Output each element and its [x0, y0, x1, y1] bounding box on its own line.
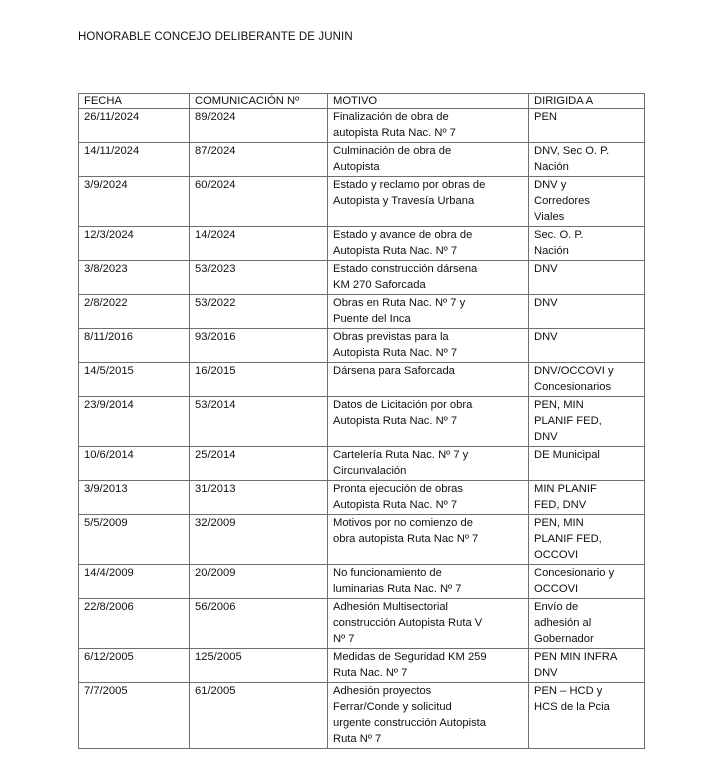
table-row — [79, 599, 645, 649]
table-row — [79, 649, 645, 683]
cell-comunicacion-text: 32/2009 — [195, 517, 236, 529]
cell-comunicacion-text: 89/2024 — [195, 111, 236, 123]
cell-comunicacion-text: 56/2006 — [195, 601, 236, 613]
cell-comunicacion — [190, 481, 328, 515]
cell-motivo-text: Pronta ejecución de obras Autopista Ruta Nac. Nº 7 — [333, 483, 463, 511]
cell-motivo-text: Culminación de obra de Autopista — [333, 145, 452, 173]
cell-motivo — [328, 397, 529, 447]
cell-comunicacion — [190, 397, 328, 447]
cell-motivo — [328, 109, 529, 143]
cell-dirigida-text: Concesionario y OCCOVI — [534, 567, 615, 595]
cell-dirigida-text: Sec. O. P. Nación — [534, 229, 584, 257]
cell-dirigida-text: PEN, MIN PLANIF FED, OCCOVI — [534, 517, 602, 561]
table-row — [79, 227, 645, 261]
cell-motivo-text: Finalización de obra de autopista Ruta Nac. Nº 7 — [333, 111, 456, 139]
cell-motivo-text: Adhesión proyectos Ferrar/Conde y solicitud urgente construcción Autopista Ruta Nº 7 — [333, 685, 486, 745]
cell-fecha-text: 23/9/2014 — [84, 399, 134, 411]
cell-fecha — [79, 109, 190, 143]
table-header — [79, 94, 645, 109]
cell-dirigida — [529, 683, 645, 749]
cell-fecha-text: 14/4/2009 — [84, 567, 134, 579]
cell-comunicacion-text: 53/2022 — [195, 297, 236, 309]
cell-comunicacion — [190, 447, 328, 481]
cell-fecha-text: 12/3/2024 — [84, 229, 134, 241]
cell-dirigida — [529, 565, 645, 599]
cell-motivo — [328, 261, 529, 295]
cell-comunicacion-text: 16/2015 — [195, 365, 236, 377]
table-row — [79, 261, 645, 295]
cell-dirigida-text: DNV — [534, 263, 558, 275]
cell-fecha — [79, 565, 190, 599]
cell-fecha-text: 5/5/2009 — [84, 517, 128, 529]
cell-motivo — [328, 649, 529, 683]
cell-motivo — [328, 295, 529, 329]
cell-dirigida — [529, 329, 645, 363]
cell-fecha — [79, 481, 190, 515]
table-row — [79, 397, 645, 447]
cell-dirigida-text: Envío de adhesión al Gobernador — [534, 601, 594, 645]
cell-motivo-text: Cartelería Ruta Nac. Nº 7 y Circunvalación — [333, 449, 469, 477]
cell-comunicacion — [190, 565, 328, 599]
table-row — [79, 515, 645, 565]
cell-motivo — [328, 599, 529, 649]
cell-dirigida — [529, 397, 645, 447]
document-title: HONORABLE CONCEJO DELIBERANTE DE JUNIN — [78, 31, 353, 43]
cell-dirigida-text: DE Municipal — [534, 449, 600, 461]
table-row — [79, 481, 645, 515]
cell-comunicacion-text: 125/2005 — [195, 651, 242, 663]
cell-comunicacion — [190, 683, 328, 749]
cell-comunicacion-text: 53/2014 — [195, 399, 236, 411]
cell-dirigida-text: DNV — [534, 331, 558, 343]
cell-dirigida — [529, 109, 645, 143]
cell-fecha — [79, 649, 190, 683]
cell-dirigida-text: DNV/OCCOVI y Concesionarios — [534, 365, 614, 393]
cell-motivo — [328, 565, 529, 599]
cell-fecha-text: 3/8/2023 — [84, 263, 128, 275]
header-row — [79, 94, 645, 109]
cell-dirigida — [529, 363, 645, 397]
cell-comunicacion-text: 31/2013 — [195, 483, 236, 495]
cell-comunicacion-text: 93/2016 — [195, 331, 236, 343]
cell-fecha-text: 14/5/2015 — [84, 365, 134, 377]
cell-fecha — [79, 143, 190, 177]
cell-motivo-text: Dársena para Saforcada — [333, 365, 455, 377]
table-row — [79, 683, 645, 749]
cell-dirigida — [529, 177, 645, 227]
cell-dirigida — [529, 515, 645, 565]
table-row — [79, 565, 645, 599]
cell-fecha — [79, 447, 190, 481]
cell-motivo — [328, 143, 529, 177]
cell-fecha-text: 3/9/2013 — [84, 483, 128, 495]
cell-fecha — [79, 599, 190, 649]
cell-comunicacion — [190, 261, 328, 295]
cell-motivo — [328, 683, 529, 749]
cell-dirigida-text: MIN PLANIF FED, DNV — [534, 483, 597, 511]
cell-motivo-text: Estado y avance de obra de Autopista Ruta Nac. Nº 7 — [333, 229, 473, 257]
cell-motivo-text: Estado construcción dársena KM 270 Saforcada — [333, 263, 478, 291]
cell-fecha-text: 22/8/2006 — [84, 601, 134, 613]
cell-dirigida-text: DNV, Sec O. P. Nación — [534, 145, 610, 173]
cell-motivo — [328, 363, 529, 397]
header-comunicacion: COMUNICACIÓN Nº — [190, 94, 328, 109]
cell-dirigida — [529, 649, 645, 683]
cell-motivo — [328, 329, 529, 363]
cell-motivo-text: Estado y reclamo por obras de Autopista y Travesía Urbana — [333, 179, 486, 207]
cell-motivo — [328, 481, 529, 515]
cell-dirigida — [529, 143, 645, 177]
cell-fecha-text: 14/11/2024 — [84, 145, 140, 157]
cell-dirigida-text: PEN – HCD y HCS de la Pcia — [534, 685, 610, 713]
cell-fecha — [79, 397, 190, 447]
cell-fecha-text: 26/11/2024 — [84, 111, 140, 123]
cell-motivo-text: Obras previstas para la Autopista Ruta Nac. Nº 7 — [333, 331, 458, 359]
cell-comunicacion — [190, 515, 328, 565]
cell-motivo-text: No funcionamiento de luminarias Ruta Nac. Nº 7 — [333, 567, 462, 595]
table-row — [79, 329, 645, 363]
cell-fecha-text: 6/12/2005 — [84, 651, 134, 663]
header-fecha: FECHA — [79, 94, 190, 109]
cell-comunicacion — [190, 143, 328, 177]
cell-motivo-text: Medidas de Seguridad KM 259 Ruta Nac. Nº 7 — [333, 651, 487, 679]
communications-table — [78, 93, 645, 749]
table-row — [79, 109, 645, 143]
header-motivo: MOTIVO — [328, 94, 529, 109]
table-row — [79, 363, 645, 397]
cell-fecha — [79, 295, 190, 329]
cell-fecha — [79, 329, 190, 363]
cell-dirigida-text: DNV y Corredores Viales — [534, 179, 590, 223]
cell-dirigida-text: PEN, MIN PLANIF FED, DNV — [534, 399, 602, 443]
table-row — [79, 177, 645, 227]
cell-motivo-text: Datos de Licitación por obra Autopista Ruta Nac. Nº 7 — [333, 399, 473, 427]
cell-fecha-text: 3/9/2024 — [84, 179, 128, 191]
cell-comunicacion-text: 53/2023 — [195, 263, 236, 275]
cell-fecha-text: 8/11/2016 — [84, 331, 133, 343]
cell-comunicacion — [190, 649, 328, 683]
cell-comunicacion-text: 20/2009 — [195, 567, 236, 579]
cell-comunicacion — [190, 227, 328, 261]
cell-comunicacion-text: 60/2024 — [195, 179, 236, 191]
cell-dirigida — [529, 227, 645, 261]
cell-motivo-text: Adhesión Multisectorial construcción Autopista Ruta V Nº 7 — [333, 601, 483, 645]
cell-fecha-text: 7/7/2005 — [84, 685, 128, 697]
cell-motivo — [328, 227, 529, 261]
cell-comunicacion — [190, 295, 328, 329]
cell-dirigida — [529, 481, 645, 515]
cell-comunicacion-text: 61/2005 — [195, 685, 236, 697]
cell-comunicacion-text: 14/2024 — [195, 229, 236, 241]
cell-fecha — [79, 363, 190, 397]
cell-dirigida-text: DNV — [534, 297, 558, 309]
cell-dirigida — [529, 295, 645, 329]
table-body — [79, 109, 645, 749]
cell-comunicacion — [190, 329, 328, 363]
table-row — [79, 295, 645, 329]
cell-fecha-text: 2/8/2022 — [84, 297, 128, 309]
header-dirigida: DIRIGIDA A — [529, 94, 645, 109]
cell-fecha-text: 10/6/2014 — [84, 449, 134, 461]
cell-fecha — [79, 227, 190, 261]
cell-dirigida — [529, 599, 645, 649]
cell-dirigida-text: PEN MIN INFRA DNV — [534, 651, 618, 679]
cell-motivo — [328, 515, 529, 565]
cell-comunicacion — [190, 363, 328, 397]
cell-dirigida — [529, 447, 645, 481]
cell-fecha — [79, 261, 190, 295]
cell-comunicacion-text: 25/2014 — [195, 449, 236, 461]
cell-comunicacion — [190, 177, 328, 227]
table-row — [79, 143, 645, 177]
table-row — [79, 447, 645, 481]
cell-comunicacion-text: 87/2024 — [195, 145, 236, 157]
cell-comunicacion — [190, 109, 328, 143]
cell-fecha — [79, 683, 190, 749]
cell-dirigida-text: PEN — [534, 111, 558, 123]
cell-motivo-text: Obras en Ruta Nac. Nº 7 y Puente del Inca — [333, 297, 466, 325]
cell-fecha — [79, 177, 190, 227]
cell-fecha — [79, 515, 190, 565]
cell-motivo-text: Motivos por no comienzo de obra autopista Ruta Nac Nº 7 — [333, 517, 479, 545]
cell-motivo — [328, 177, 529, 227]
cell-motivo — [328, 447, 529, 481]
cell-comunicacion — [190, 599, 328, 649]
cell-dirigida — [529, 261, 645, 295]
